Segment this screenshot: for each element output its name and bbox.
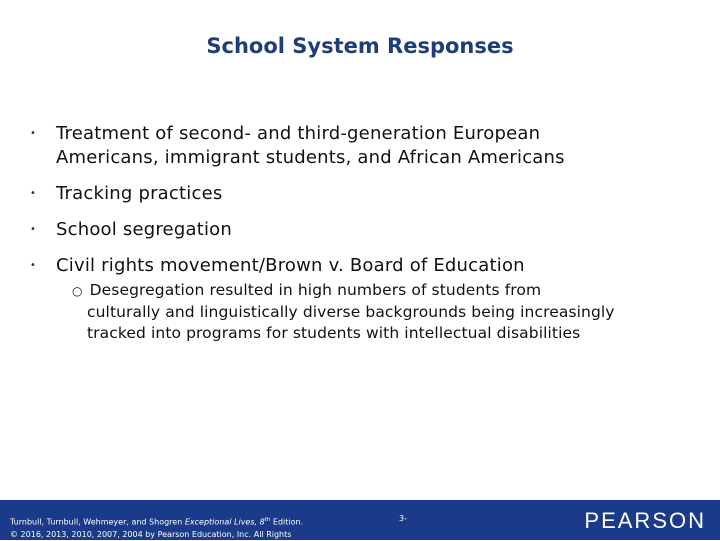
pearson-logo: PEARSON (584, 508, 706, 533)
bullet-dot-icon: • (30, 188, 37, 199)
bullet-dot-icon: • (30, 224, 37, 235)
sub-bullet-text-line3: tracked into programs for students with intellectual disabilities (87, 324, 581, 342)
bullet-dot-icon: • (30, 128, 37, 139)
sub-bullet-text: Desegregation resulted in high numbers of students from (89, 281, 542, 299)
bullet-text: Tracking practices (56, 183, 223, 204)
footer-edition-suffix: Edition. (270, 517, 304, 527)
footer-authors: Turnbull, Turnbull, Wehmeyer, and Shogren (10, 517, 185, 527)
bullet-item-treatment (28, 122, 708, 170)
footer-citation (10, 514, 303, 541)
bullet-list (28, 122, 708, 344)
sub-bullet-text-line2: culturally and linguistically diverse backgrounds being increasingly (87, 303, 615, 321)
bullet-dot-icon: • (30, 260, 37, 271)
page-number: 3- (399, 514, 407, 523)
sub-bullet-desegregation (68, 280, 708, 344)
bullet-item-civil-rights (28, 254, 708, 344)
bullet-text: Treatment of second- and third-generation European (56, 123, 541, 144)
sub-bullet-circle-icon: ○ (72, 284, 83, 298)
slide-title: School System Responses (206, 34, 514, 58)
bullet-text: Civil rights movement/Brown v. Board of Education (56, 255, 525, 276)
bullet-item-segregation (28, 218, 708, 242)
footer-copyright: © 2016, 2013, 2010, 2007, 2004 by Pearson Education, Inc. All Rights (10, 529, 292, 539)
footer-book-title: Exceptional Lives, 8 (184, 517, 265, 527)
bullet-text-continued: Americans, immigrant students, and African Americans (56, 147, 565, 168)
bullet-text: School segregation (56, 219, 232, 240)
bullet-item-tracking (28, 182, 708, 206)
footer-edition-sup: th (264, 517, 271, 523)
footer-bar (0, 500, 720, 540)
